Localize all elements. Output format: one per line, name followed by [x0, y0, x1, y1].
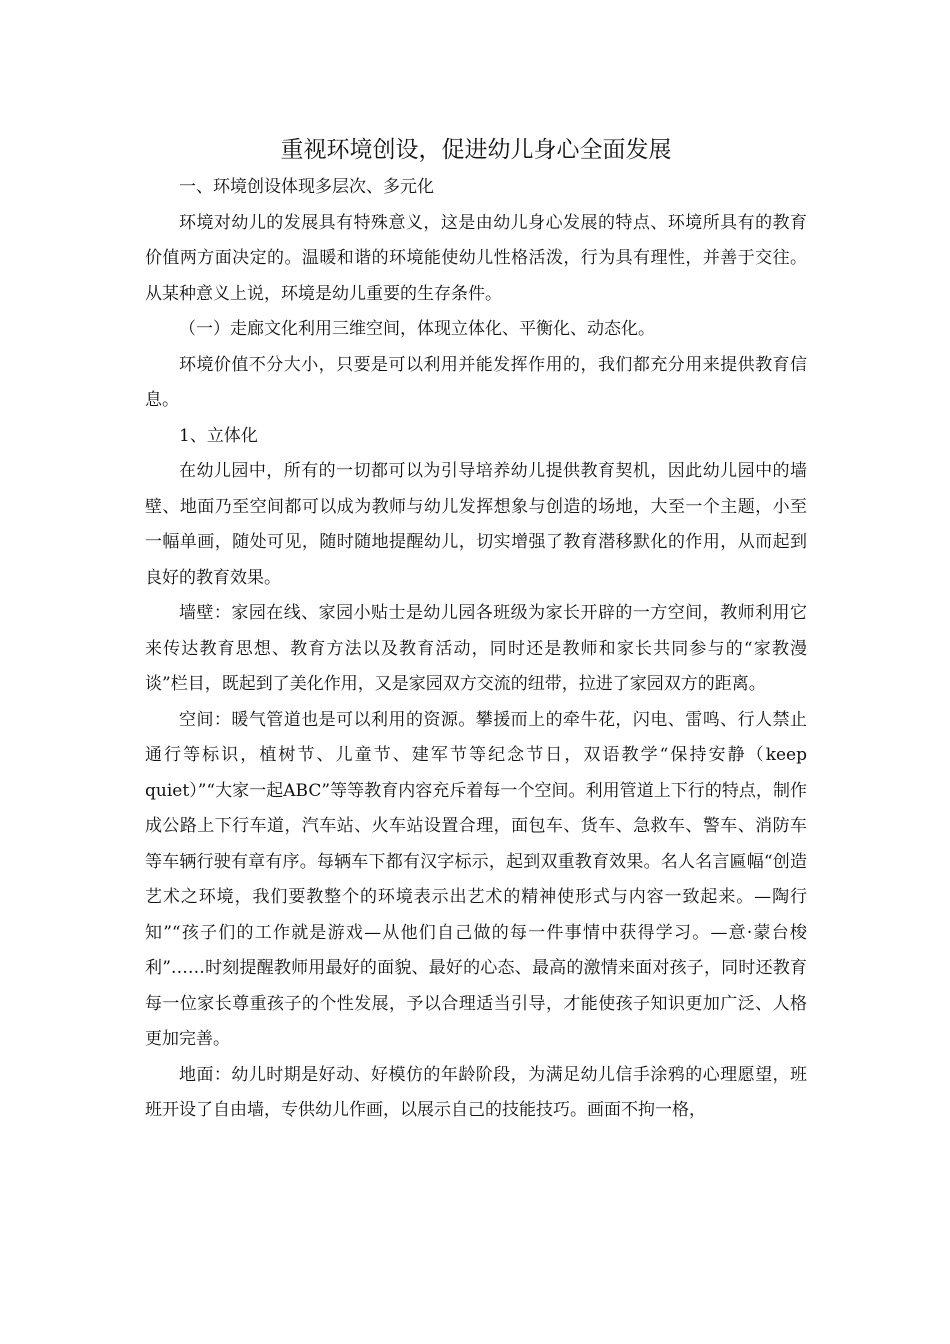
document-body	[145, 130, 807, 1129]
paragraph-intro: 环境对幼儿的发展具有特殊意义，这是由幼儿身心发展的特点、环境所具有的教育价值两方面决定的。温暖和谐的环境能使幼儿性格活泼，行为具有理性，并善于交往。从某种意义上说，环境是幼儿重要的生存条件。	[145, 212, 807, 304]
section-heading-1: 一、环境创设体现多层次、多元化	[179, 177, 434, 197]
paragraph-space: 空间：暖气管道也是可以利用的资源。攀援而上的牵牛花，闪电、雷鸣、行人禁止通行等标识，植树节、儿童节、建军节等纪念节日，双语教学“保持安静（keep quiet）”“大家一起ABC”等等教育内容充斥着每一个空间。利用管道上下行的特点，制作成公路上下行车道，汽车站、火车站设置合理，面包车、货车、急救车、警车、消防车等车辆行驶有章有序。每辆车下都有汉字标示，起到双重教育效果。名人名言匾幅“创造艺术之环境，我们要教整个的环境表示出艺术的精神使形式与内容一致起来。—陶行知”“孩子们的工作就是游戏—从他们自己做的每一件事情中获得学习。—意·蒙台梭利”……时刻提醒教师用最好的面貌、最好的心态、最高的激情来面对孩子，同时还教育每一位家长尊重孩子的个性发展，予以合理适当引导，才能使孩子知识更加广泛、人格更加完善。	[145, 709, 807, 1049]
subsection-heading-1: （一）走廊文化利用三维空间，体现立体化、平衡化、动态化。	[179, 319, 655, 339]
paragraph-value: 环境价值不分大小，只要是可以利用并能发挥作用的，我们都充分用来提供教育信息。	[145, 354, 807, 410]
paragraph-floor: 地面：幼儿时期是好动、好模仿的年龄阶段，为满足幼儿信手涂鸦的心理愿望，班班开设了自由墙，专供幼儿作画，以展示自己的技能技巧。画面不拘一格，	[145, 1064, 807, 1120]
item-heading-1: 1、立体化	[179, 425, 258, 446]
paragraph-wall: 墙壁：家园在线、家园小贴士是幼儿园各班级为家长开辟的一方空间，教师利用它来传达教育思想、教育方法以及教育活动，同时还是教师和家长共同参与的“家教漫谈”栏目，既起到了美化作用，又是家园双方交流的纽带，拉进了家园双方的距离。	[145, 603, 807, 694]
document-title: 重视环境创设，促进幼儿身心全面发展	[280, 137, 672, 163]
paragraph-kindergarten: 在幼儿园中，所有的一切都可以为引导培养幼儿提供教育契机，因此幼儿园中的墙壁、地面乃至空间都可以成为教师与幼儿发挥想象与创造的场地，大至一个主题，小至一幅单画，随处可见，随时随地提醒幼儿，切实增强了教育潜移默化的作用，从而起到良好的教育效果。	[145, 461, 807, 588]
